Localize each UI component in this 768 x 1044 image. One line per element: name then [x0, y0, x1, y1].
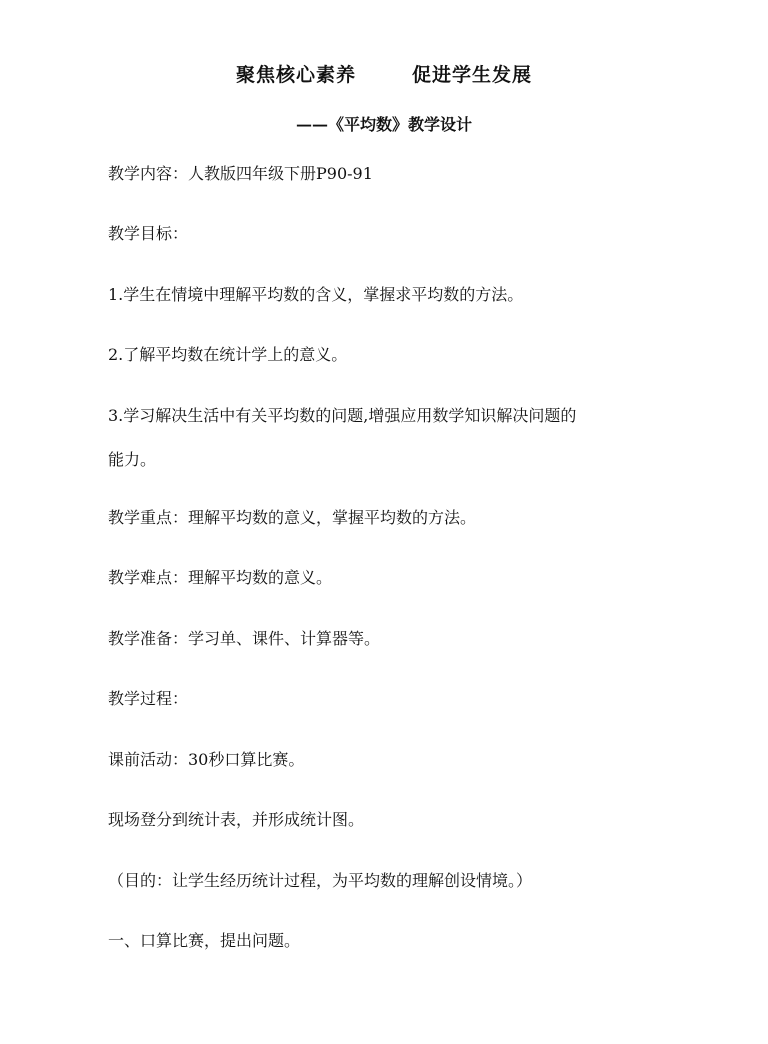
onsite-scoring: 现场登分到统计表，并形成统计图。	[108, 810, 365, 829]
objective-3-line-2: 能力。	[108, 450, 157, 469]
purpose-note: （目的：让学生经历统计过程，为平均数的理解创设情境。）	[108, 871, 533, 890]
key-point: 教学重点：理解平均数的意义，掌握平均数的方法。	[108, 508, 477, 527]
objective-2: 2.了解平均数在统计学上的意义。	[108, 345, 348, 364]
difficulty: 教学难点：理解平均数的意义。	[108, 568, 333, 587]
title-part-1: 聚焦核心素养	[235, 64, 356, 86]
teaching-content: 教学内容：人教版四年级下册P90-91	[108, 164, 373, 183]
document-title	[0, 60, 768, 87]
title-part-2: 促进学生发展	[412, 64, 533, 86]
pre-activity: 课前活动：30秒口算比赛。	[108, 750, 305, 769]
document-subtitle: ——《平均数》教学设计	[295, 115, 472, 134]
section-1-heading: 一、口算比赛，提出问题。	[108, 931, 301, 950]
objectives-heading: 教学目标：	[108, 224, 189, 243]
objective-1: 1.学生在情境中理解平均数的含义，掌握求平均数的方法。	[108, 285, 524, 304]
process-heading: 教学过程：	[108, 689, 189, 708]
objective-3	[108, 396, 678, 480]
objective-3-line-1: 3.学习解决生活中有关平均数的问题,增强应用数学知识解决问题的	[108, 406, 577, 425]
preparation: 教学准备：学习单、课件、计算器等。	[108, 629, 381, 648]
